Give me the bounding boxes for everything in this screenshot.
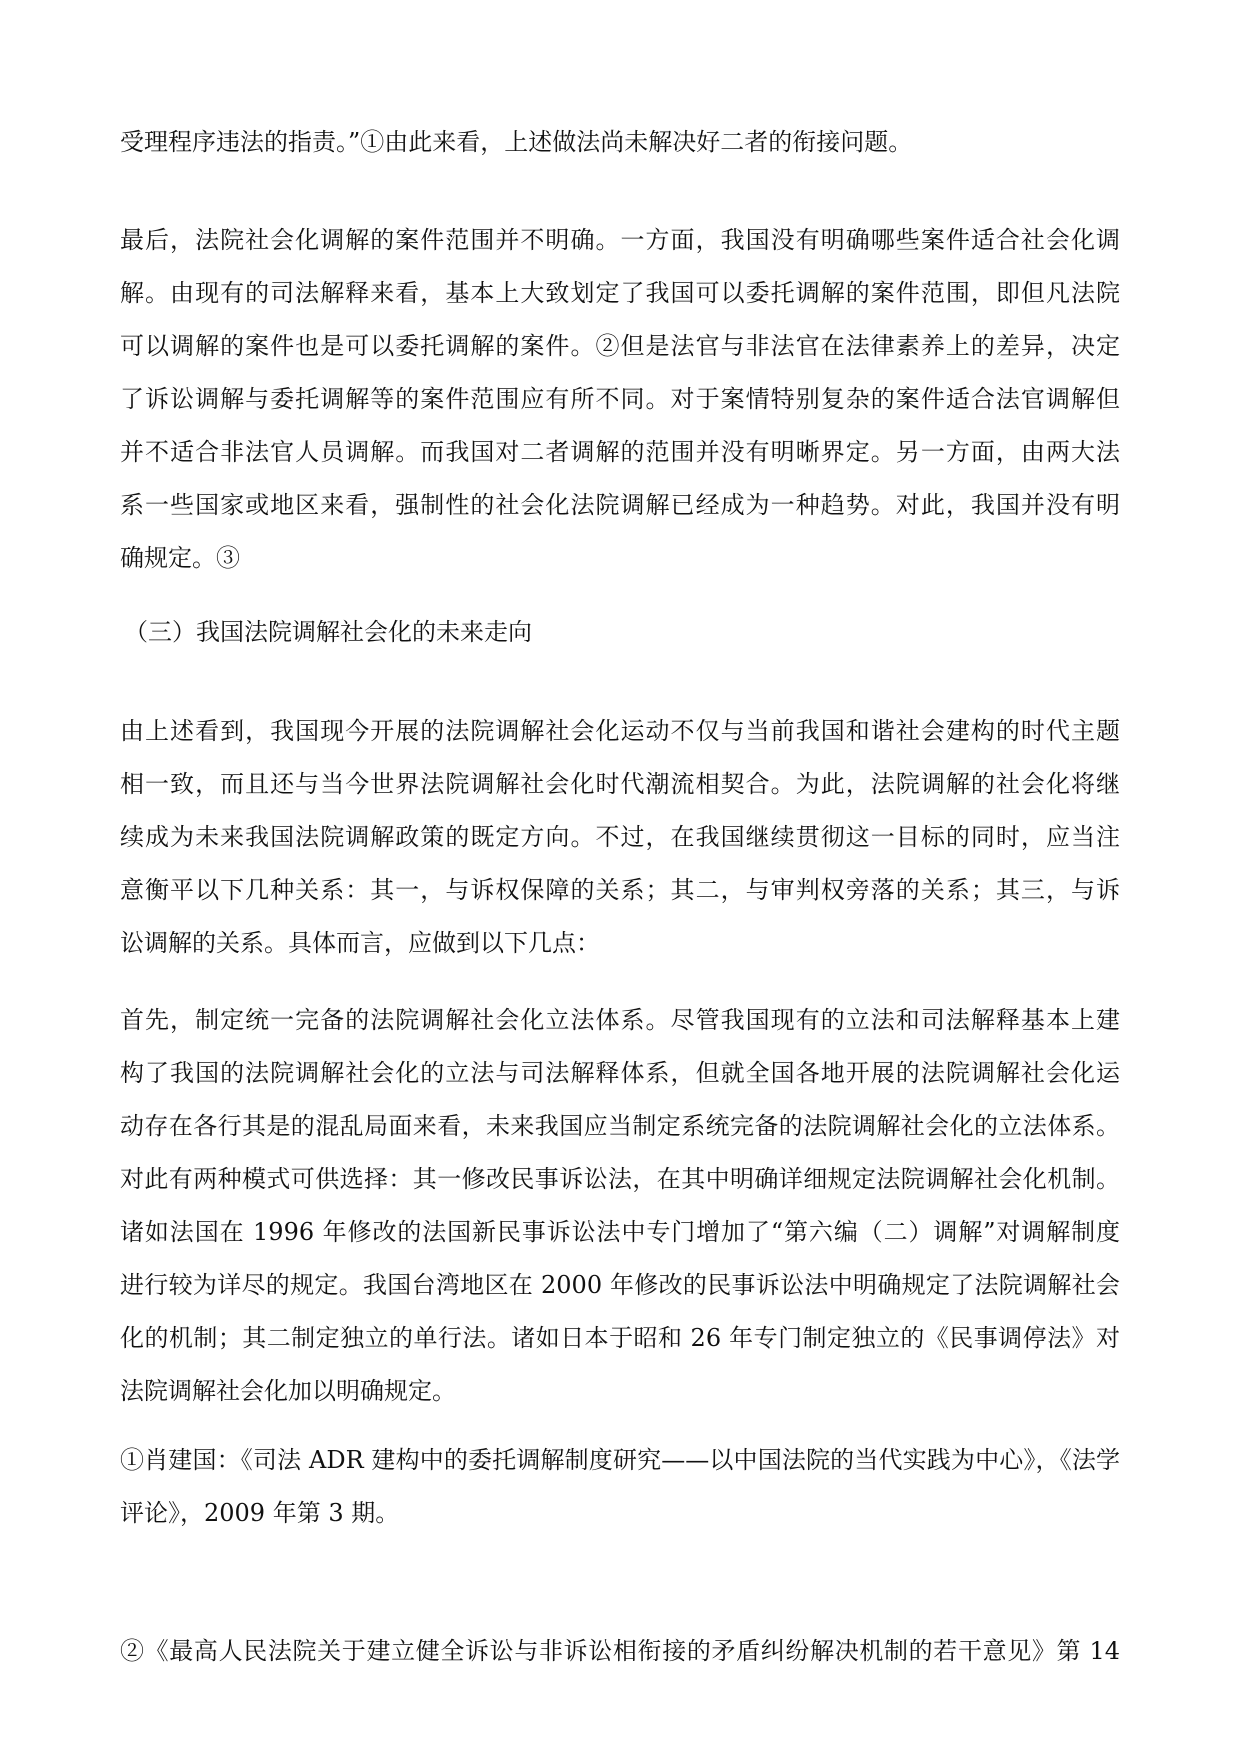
footnote-line: 评论》，2009 年第 3 期。 bbox=[120, 1499, 400, 1527]
paragraph-case-scope bbox=[120, 214, 1120, 585]
footnote-line: ①肖建国：《司法 ADR 建构中的委托调解制度研究——以中国法院的当代实践为中心》，《法学 bbox=[120, 1446, 1120, 1474]
footnote-line: ②《最高人民法院关于建立健全诉讼与非诉讼相衔接的矛盾纠纷解决机制的若干意见》第 14 bbox=[120, 1637, 1120, 1665]
text-line: 构了我国的法院调解社会化的立法与司法解释体系，但就全国各地开展的法院调解社会化运 bbox=[120, 1059, 1120, 1087]
text-line: 系一些国家或地区来看，强制性的社会化法院调解已经成为一种趋势。对此，我国并没有明 bbox=[120, 491, 1120, 519]
paragraph-legislation bbox=[120, 994, 1120, 1418]
text-line: 动存在各行其是的混乱局面来看，未来我国应当制定系统完备的法院调解社会化的立法体系。 bbox=[120, 1112, 1120, 1140]
text-line: 化的机制；其二制定独立的单行法。诸如日本于昭和 26 年专门制定独立的《民事调停法》对 bbox=[120, 1324, 1120, 1352]
text-line: 由上述看到，我国现今开展的法院调解社会化运动不仅与当前我国和谐社会建构的时代主题 bbox=[120, 717, 1120, 745]
text-line: 对此有两种模式可供选择：其一修改民事诉讼法，在其中明确详细规定法院调解社会化机制。 bbox=[120, 1165, 1120, 1193]
heading-text: （三）我国法院调解社会化的未来走向 bbox=[124, 618, 532, 646]
text-line: 受理程序违法的指责。”①由此来看，上述做法尚未解决好二者的衔接问题。 bbox=[120, 128, 913, 156]
text-line: 首先，制定统一完备的法院调解社会化立法体系。尽管我国现有的立法和司法解释基本上建 bbox=[120, 1006, 1120, 1034]
text-line: 相一致，而且还与当今世界法院调解社会化时代潮流相契合。为此，法院调解的社会化将继 bbox=[120, 770, 1120, 798]
text-line: 续成为未来我国法院调解政策的既定方向。不过，在我国继续贯彻这一目标的同时，应当注 bbox=[120, 823, 1120, 851]
paragraph-intro-continuation bbox=[120, 116, 1120, 169]
text-line: 诸如法国在 1996 年修改的法国新民事诉讼法中专门增加了“第六编（二）调解”对调解制度 bbox=[120, 1218, 1120, 1246]
footnote-1 bbox=[120, 1434, 1120, 1540]
text-line: 讼调解的关系。具体而言，应做到以下几点： bbox=[120, 929, 600, 957]
text-line: 意衡平以下几种关系：其一，与诉权保障的关系；其二，与审判权旁落的关系；其三，与诉 bbox=[120, 876, 1120, 904]
text-line: 法院调解社会化加以明确规定。 bbox=[120, 1377, 456, 1405]
footnote-2 bbox=[120, 1625, 1120, 1678]
text-line: 了诉讼调解与委托调解等的案件范围应有所不同。对于案情特别复杂的案件适合法官调解但 bbox=[120, 385, 1120, 413]
paragraph-future-direction bbox=[120, 705, 1120, 970]
text-line: 并不适合非法官人员调解。而我国对二者调解的范围并没有明晰界定。另一方面，由两大法 bbox=[120, 438, 1120, 466]
text-line: 解。由现有的司法解释来看，基本上大致划定了我国可以委托调解的案件范围，即但凡法院 bbox=[120, 279, 1120, 307]
text-line: 可以调解的案件也是可以委托调解的案件。②但是法官与非法官在法律素养上的差异，决定 bbox=[120, 332, 1120, 360]
text-line: 最后，法院社会化调解的案件范围并不明确。一方面，我国没有明确哪些案件适合社会化调 bbox=[120, 226, 1120, 254]
text-line: 进行较为详尽的规定。我国台湾地区在 2000 年修改的民事诉讼法中明确规定了法院调解社会 bbox=[120, 1271, 1120, 1299]
text-line: 确规定。③ bbox=[120, 544, 240, 572]
section-heading bbox=[124, 606, 1124, 659]
